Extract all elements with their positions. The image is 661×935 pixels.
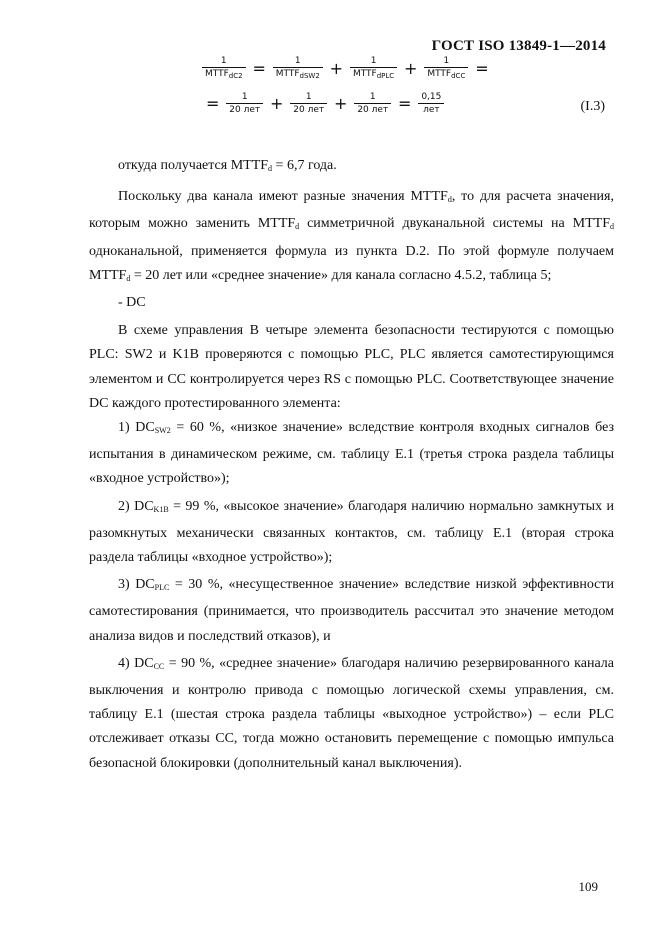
fraction-lhs: $\frac{1}{MTTF_{dC2}}$ xyxy=(202,56,246,80)
fraction-20-years-1: $\frac{1}{\text{20 лет}}$ xyxy=(226,92,263,115)
plus-sign: + xyxy=(270,94,284,113)
equation-number: (I.3) xyxy=(580,99,605,114)
fraction-result: $\frac{0,15}{\text{лет}}$ xyxy=(418,92,444,115)
fraction-20-years-2: $\frac{1}{\text{20 лет}}$ xyxy=(290,92,327,115)
formula-row-1 xyxy=(0,56,661,80)
list-item-dc-cc: 4) $DC_{CC} = 90$ %, «среднее значение» благодаря наличию резервированного канала выключения и контролю привода с помощью логической схемы управления, см. таблицу Е.1 (шестая строка раздела таблицы «выходное устройство») – если PLC отслеживает отказы CC, тогда можно остановить перемещение с помощью импульса безопасной блокировки (дополнительный канал выключения). xyxy=(89,655,614,771)
fraction-cc: $\frac{1}{MTTF_{dCC}}$ xyxy=(424,56,468,80)
plus-sign: + xyxy=(404,58,418,78)
equals-sign: = xyxy=(398,94,412,113)
body-text xyxy=(89,154,614,776)
list-item-dc-plc: 3) $DC_{PLC} = 30$ %, «несущественное значение» вследствие низкой эффективности самотестирования (принимается, что производитель рассчитал это значение методом анализа видов и последствий отказов), и xyxy=(89,577,614,644)
paragraph-dc-heading: - DC xyxy=(118,295,146,311)
page-number: 109 xyxy=(578,879,598,894)
fraction-plc: $\frac{1}{MTTF_{dPLC}}$ xyxy=(350,56,397,80)
list-item-dc-sw2: 1) $DC_{SW2} = 60$ %, «низкое значение» вследствие контроля входных сигналов без испытания в динамическом режиме, см. таблицу Е.1 (третья строка раздела таблицы «входное устройство»); xyxy=(89,420,614,487)
paragraph-control-scheme: В схеме управления В четыре элемента безопасности тестируются с помощью PLC: SW2 и K1B проверяются с помощью PLC, PLC является самотестирующимся элементом и CC контролируется через RS с помощью PLC. Соответствующее значение DC каждого протестированного элемента: xyxy=(89,323,614,411)
equals-sign: = xyxy=(252,58,266,78)
list-item-dc-k1b: 2) $DC_{K1B} = 99$ %, «высокое значение» благодаря наличию нормально замкнутых и разомкнутых механически связанных контактов, см. таблицу Е.1 (вторая строка раздела таблицы «входное устройство»); xyxy=(89,498,614,566)
plus-sign: + xyxy=(334,94,348,113)
paragraph-mttf-result: откуда получается $MTTF_d = 6,7$ года. xyxy=(118,158,337,173)
fraction-sw2: $\frac{1}{MTTF_{dSW2}}$ xyxy=(273,56,323,80)
paragraph-two-channels: Поскольку два канала имеют разные значения $MTTF_d$, то для расчета значения, которым можно заменить $MTTF_d$ симметричной двуканальной системы на $MTTF_d$ одноканальной, применяется формула из пункта D.2. По этой формуле получаем $MTTF_d = 20$ лет или «среднее значение» для канала согласно 4.5.2, таблица 5; xyxy=(89,189,614,283)
equals-sign: = xyxy=(475,58,489,78)
document-header: ГОСТ ISO 13849-1—2014 xyxy=(431,38,606,54)
plus-sign: + xyxy=(329,58,344,78)
equals-sign: = xyxy=(206,94,220,113)
formula-row-2 xyxy=(0,92,661,115)
fraction-20-years-3: $\frac{1}{\text{20 лет}}$ xyxy=(354,92,391,115)
